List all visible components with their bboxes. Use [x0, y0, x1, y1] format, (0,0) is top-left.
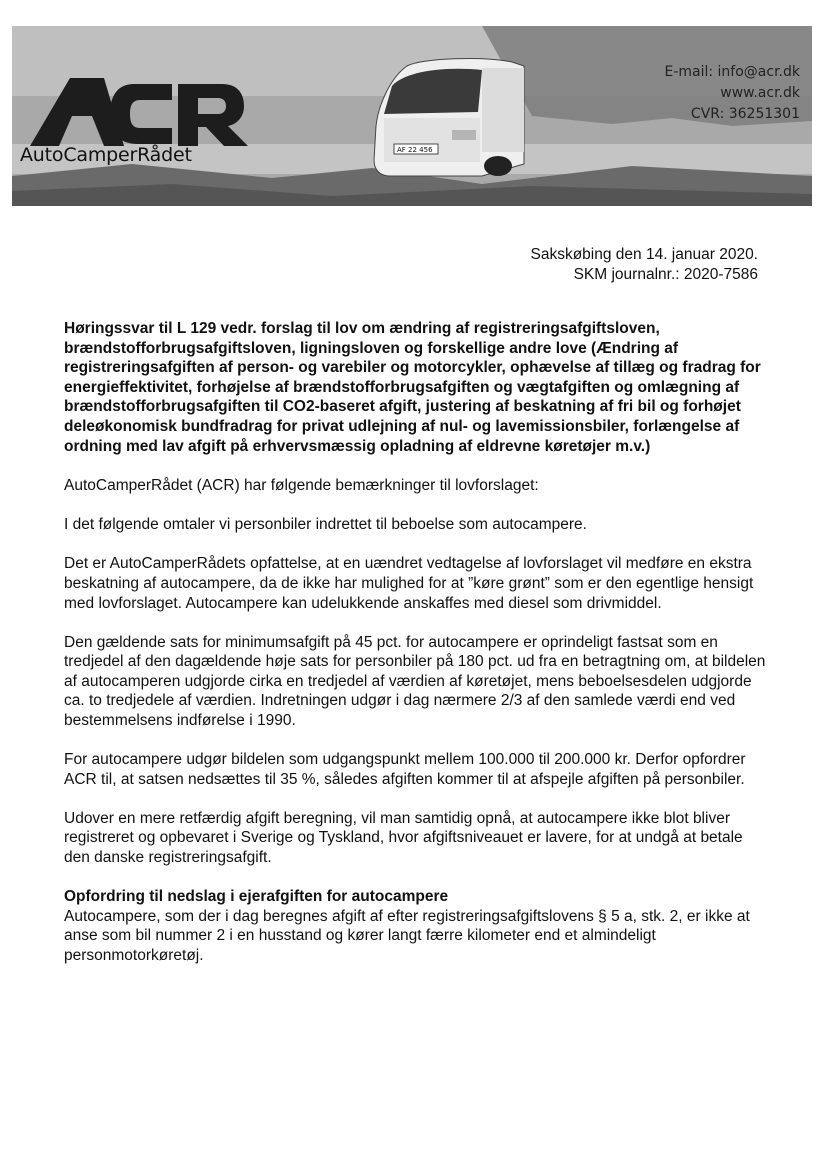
section-text: Autocampere, som der i dag beregnes afgift af efter registreringsafgiftslovens § 5 a, stk. 2, er ikke at anse som bil nummer 2 i en husstand og kører langt færre kilometer end et almindeligt personmotorkøretøj.	[64, 907, 750, 964]
paragraph: AutoCamperRådet (ACR) har følgende bemærkninger til lovforslaget:	[64, 477, 539, 495]
section-heading: Opfordring til nedslag i ejerafgiften for autocampere	[64, 888, 449, 906]
cvr-text: CVR: 36251301	[690, 106, 800, 122]
contact-info	[664, 62, 800, 125]
paragraph: Det er AutoCamperRådets opfattelse, at en uændret vedtagelse af lovforslaget vil medføre en ekstra beskatning af autocampere, da de ikke har mulighed for at ”køre grønt” som er den egentlige hensigt med lovforslaget. Autocampere kan udelukkende anskaffes med diesel som drivmiddel.	[64, 555, 754, 612]
place-date: Sakskøbing den 14. januar 2020.	[530, 246, 758, 263]
paragraph: Udover en mere retfærdig afgift beregning, vil man samtidig opnå, at autocampere ikke blot bliver registreret og opbevaret i Sverige og Tyskland, hvor afgiftsniveauet er lavere, for at undgå at betale den danske registreringsafgift.	[64, 809, 743, 866]
journal-number: SKM journalnr.: 2020-7586	[573, 266, 758, 283]
svg-text:AF 22 456: AF 22 456	[397, 146, 433, 154]
letterhead-banner	[12, 26, 812, 206]
date-block	[531, 245, 759, 285]
letter-body	[64, 319, 768, 985]
letter-title: Høringssvar til L 129 vedr. forslag til lov om ændring af registreringsafgiftsloven, brændstofforbrugsafgiftsloven, ligningsloven og forskellige andre love (Ændring af registreringsafgiften af person- og varebiler og motorcykler, ophævelse af tillæg og fradrag for energieffektivitet, forhøjelse af brændstofforbrugsafgiften og vægtafgiften og omlægning af brændstofforbrugsafgiften til CO2-baseret afgift, justering af beskatning af fri bil og forhøjet deleøkonomisk bundfradrag for privat udlejning af nul- og lavemissionsbiler, forlængelse af ordning med lav afgift på erhvervsmæssig opladning af eldrevne køretøjer m.v.)	[64, 320, 761, 455]
paragraph: I det følgende omtaler vi personbiler indrettet til beboelse som autocampere.	[64, 516, 587, 534]
paragraph: Den gældende sats for minimumsafgift på 45 pct. for autocampere er oprindeligt fastsat som en tredjedel af den dagældende høje sats for personbiler på 180 pct. ud fra en betragtning om, at bildelen af autocamperen udgjorde cirka en tredjedel af værdien af køretøjet, mens beboelsesdelen udgjorde ca. to tredjedele af værdien. Indretningen udgør i dag nærmere 2/3 af den samlede værdi end ved bestemmelsens indførelse i 1990.	[64, 633, 766, 729]
email-text: E-mail: info@acr.dk	[664, 64, 800, 80]
website-text: www.acr.dk	[720, 85, 800, 101]
company-name: AutoCamperRådet	[20, 144, 192, 166]
section	[64, 887, 768, 965]
paragraph: For autocampere udgør bildelen som udgangspunkt mellem 100.000 til 200.000 kr. Derfor opfordrer ACR til, at satsen nedsættes til 35 %, således afgiften kommer til at afspejle afgiften på personbiler.	[64, 751, 746, 788]
motorhome-icon	[374, 59, 524, 176]
